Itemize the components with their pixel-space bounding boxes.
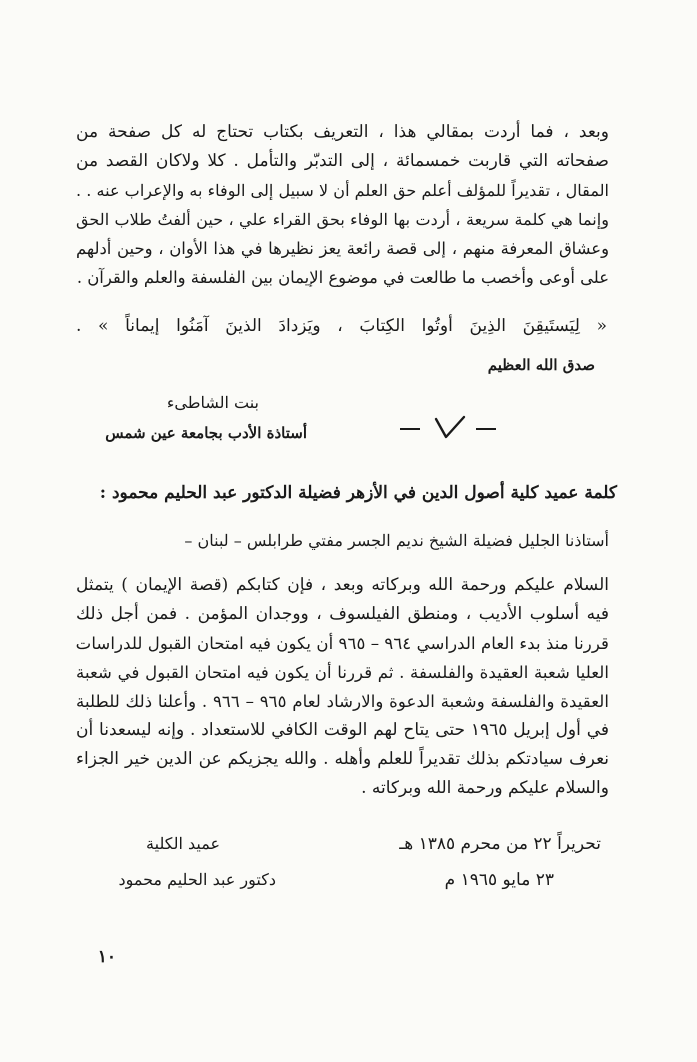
text-line: قررنا منذ بدء العام الدراسي ٩٦٤ – ٩٦٥ أن يكون فيه امتحان القبول للدراسات (75, 633, 609, 653)
text-line: وعشاق المعرفة منهم ، إلى قصة رائعة يعز نظيرها في هذا الأوان ، وحين أدلهم (76, 239, 609, 258)
text-line: نعرف سيادتكم بذلك تقديراً للعلم وأهله . والله يجزيكم عن الدين خير الجزاء (76, 749, 609, 769)
sadaqa-line: صدق الله العظيم (487, 356, 595, 374)
text-line: على أوعى وأخصب ما طالعت في موضوع الإيمان بين الفلسفة والعلم والقرآن . (76, 268, 609, 287)
section-number-mark (398, 411, 498, 445)
page-number: ١٠ (97, 947, 116, 967)
text-line: العليا شعبة العقيدة والفلسفة . ثم قررنا أن يكون فيه امتحان القبول في شعبة (76, 662, 609, 682)
text-line: وبعد ، فما أردت بمقالي هذا ، التعريف بكتاب تحتاج له كل صفحة من (76, 122, 609, 142)
signature-name: بنت الشاطىء (166, 393, 259, 412)
text-line: في أول إبريل ١٩٦٥ حتى يتاح لهم الوقت الكافي للاستعداد . وإنه ليسعدنا أن (76, 720, 609, 740)
text-line: صفحاته التي قاربت خمسمائة ، إلى التدبّر والتأمل . كلا ولاكان القصد من (76, 151, 609, 171)
gregorian-date: ٢٣ مايو ١٩٦٥ م (444, 870, 554, 890)
intro-paragraph (76, 118, 609, 292)
text-line: وإنما هي كلمة سريعة ، أردت بها الوفاء بحق القراء علي ، حين ألفتُ طلاب الحق (76, 210, 609, 229)
quran-verse: « لِيَستَيقِنَ الذِينَ أوتُوا الكِتابَ ، ويَزدادَ الذينَ آمَنُوا إيماناً » . (76, 316, 607, 336)
text-line: فيه أسلوب الأديب ، ومنطق الفيلسوف ، ووجدان المؤمن . فمن أجل ذلك (76, 604, 609, 624)
text-line: والسلام عليكم ورحمة الله وبركاته . (361, 778, 609, 798)
signature-title: أستاذة الأدب بجامعة عين شمس (105, 424, 307, 442)
dean-name: دكتور عبد الحليم محمود (118, 870, 276, 889)
text-line: العقيدة والفلسفة وشعبة الدعوة والارشاد لعام ٩٦٥ – ٩٦٦ . وأعلنا ذلك للطلبة (76, 691, 610, 711)
text-line: المقال ، تقديراً للمؤلف أعلم حق العلم أن لا سبيل إلى الوفاء به والإعراب عنه . . (76, 181, 609, 200)
dean-title: عميد الكلية (146, 834, 220, 853)
hijri-date: تحريراً ٢٢ من محرم ١٣٨٥ هـ (399, 834, 601, 854)
letter-paragraph (76, 571, 609, 803)
salutation-line: أستاذنا الجليل فضيلة الشيخ نديم الجسر مفتي طرابلس – لبنان – (184, 531, 609, 550)
text-line: السلام عليكم ورحمة الله وبركاته وبعد ، فإن كتابكم (قصة الإيمان ) يتمثل (76, 575, 609, 595)
section-heading: كلمة عميد كلية أصول الدين في الأزهر فضيلة الدكتور عبد الحليم محمود : (99, 483, 617, 503)
